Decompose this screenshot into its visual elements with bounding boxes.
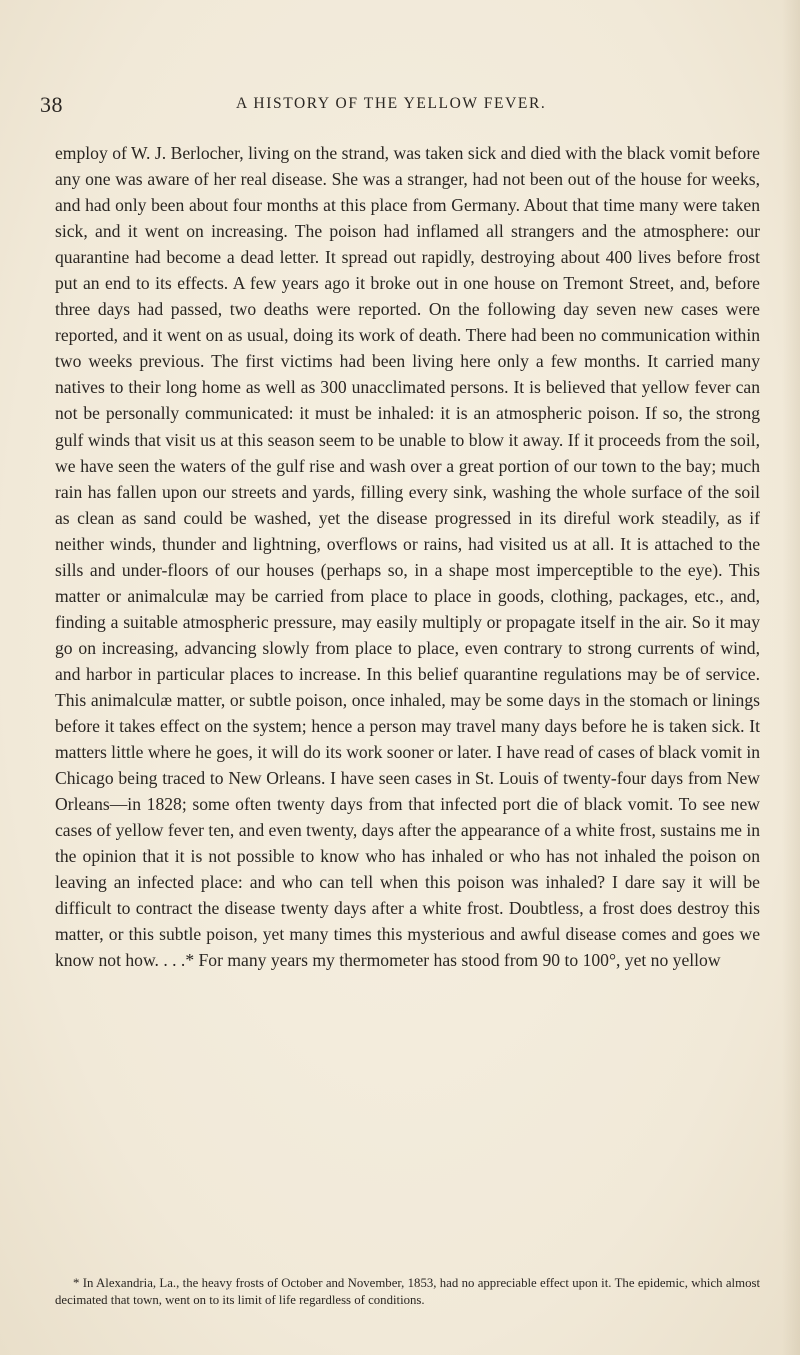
- page-header: [40, 92, 760, 122]
- body-paragraph: employ of W. J. Berlocher, living on the strand, was taken sick and died with the black vomit before any one was aware of her real disease. She was a stranger, had not been out of the house for weeks, and had only been about four months at this place from Germany. About that time many were taken sick, and it went on increasing. The poison had inflamed all strangers and the atmosphere: our quarantine had become a dead letter. It spread out rapidly, destroying about 400 lives before frost put an end to its effects. A few years ago it broke out in one house on Tremont Street, and, before three days had passed, two deaths were reported. On the following day seven new cases were reported, and it went on as usual, doing its work of death. There had been no communication within two weeks previous. The first victims had been living here only a few months. It carried many natives to their long home as well as 300 unacclimated persons. It is believed that yellow fever can not be personally communicated: it must be inhaled: it is an atmospheric poison. If so, the strong gulf winds that visit us at this season seem to be unable to blow it away. If it proceeds from the soil, we have seen the waters of the gulf rise and wash over a great portion of our town to the bay; much rain has fallen upon our streets and yards, filling every sink, washing the whole surface of the soil as clean as sand could be washed, yet the disease progressed in its direful work steadily, as if neither winds, thunder and lightning, overflows or rains, had visited us at all. It is attached to the sills and under-floors of our houses (perhaps so, in a shape most imperceptible to the eye). This matter or animalculæ may be carried from place to place in goods, clothing, packages, etc., and, finding a suitable atmospheric pressure, may easily multiply or propagate itself in the air. So it may go on increasing, advancing slowly from place to place, even contrary to strong currents of wind, and harbor in particular places to increase. In this belief quarantine regulations may be of service. This animalculæ matter, or subtle poison, once inhaled, may be some days in the stomach or linings before it takes effect on the system; hence a person may travel many days before he is taken sick. It matters little where he goes, it will do its work sooner or later. I have read of cases of black vomit in Chicago being traced to New Orleans. I have seen cases in St. Louis of twenty-four days from New Orleans—in 1828; some often twenty days from that infected port die of black vomit. To see new cases of yellow fever ten, and even twenty, days after the appearance of a white frost, sustains me in the opinion that it is not possible to know who has inhaled or who has not inhaled the poison on leaving an infected place: and who can tell when this poison was inhaled? I dare say it will be difficult to contract the disease twenty days after a white frost. Doubtless, a frost does destroy this matter, or this subtle poison, yet many times this mysterious and awful disease comes and goes we know not how. . . .* For many years my thermometer has stood from 90 to 100°, yet no yellow: [55, 143, 761, 971]
- footnote: * In Alexandria, La., the heavy frosts of October and November, 1853, had no appreciable effect upon it. The epidemic, which almost decimated that town, went on to its limit of life regardless of conditions.: [55, 1276, 760, 1307]
- page-edge-shadow: [782, 0, 800, 1355]
- running-head: A HISTORY OF THE YELLOW FEVER.: [236, 95, 547, 112]
- page-number: 38: [40, 92, 63, 117]
